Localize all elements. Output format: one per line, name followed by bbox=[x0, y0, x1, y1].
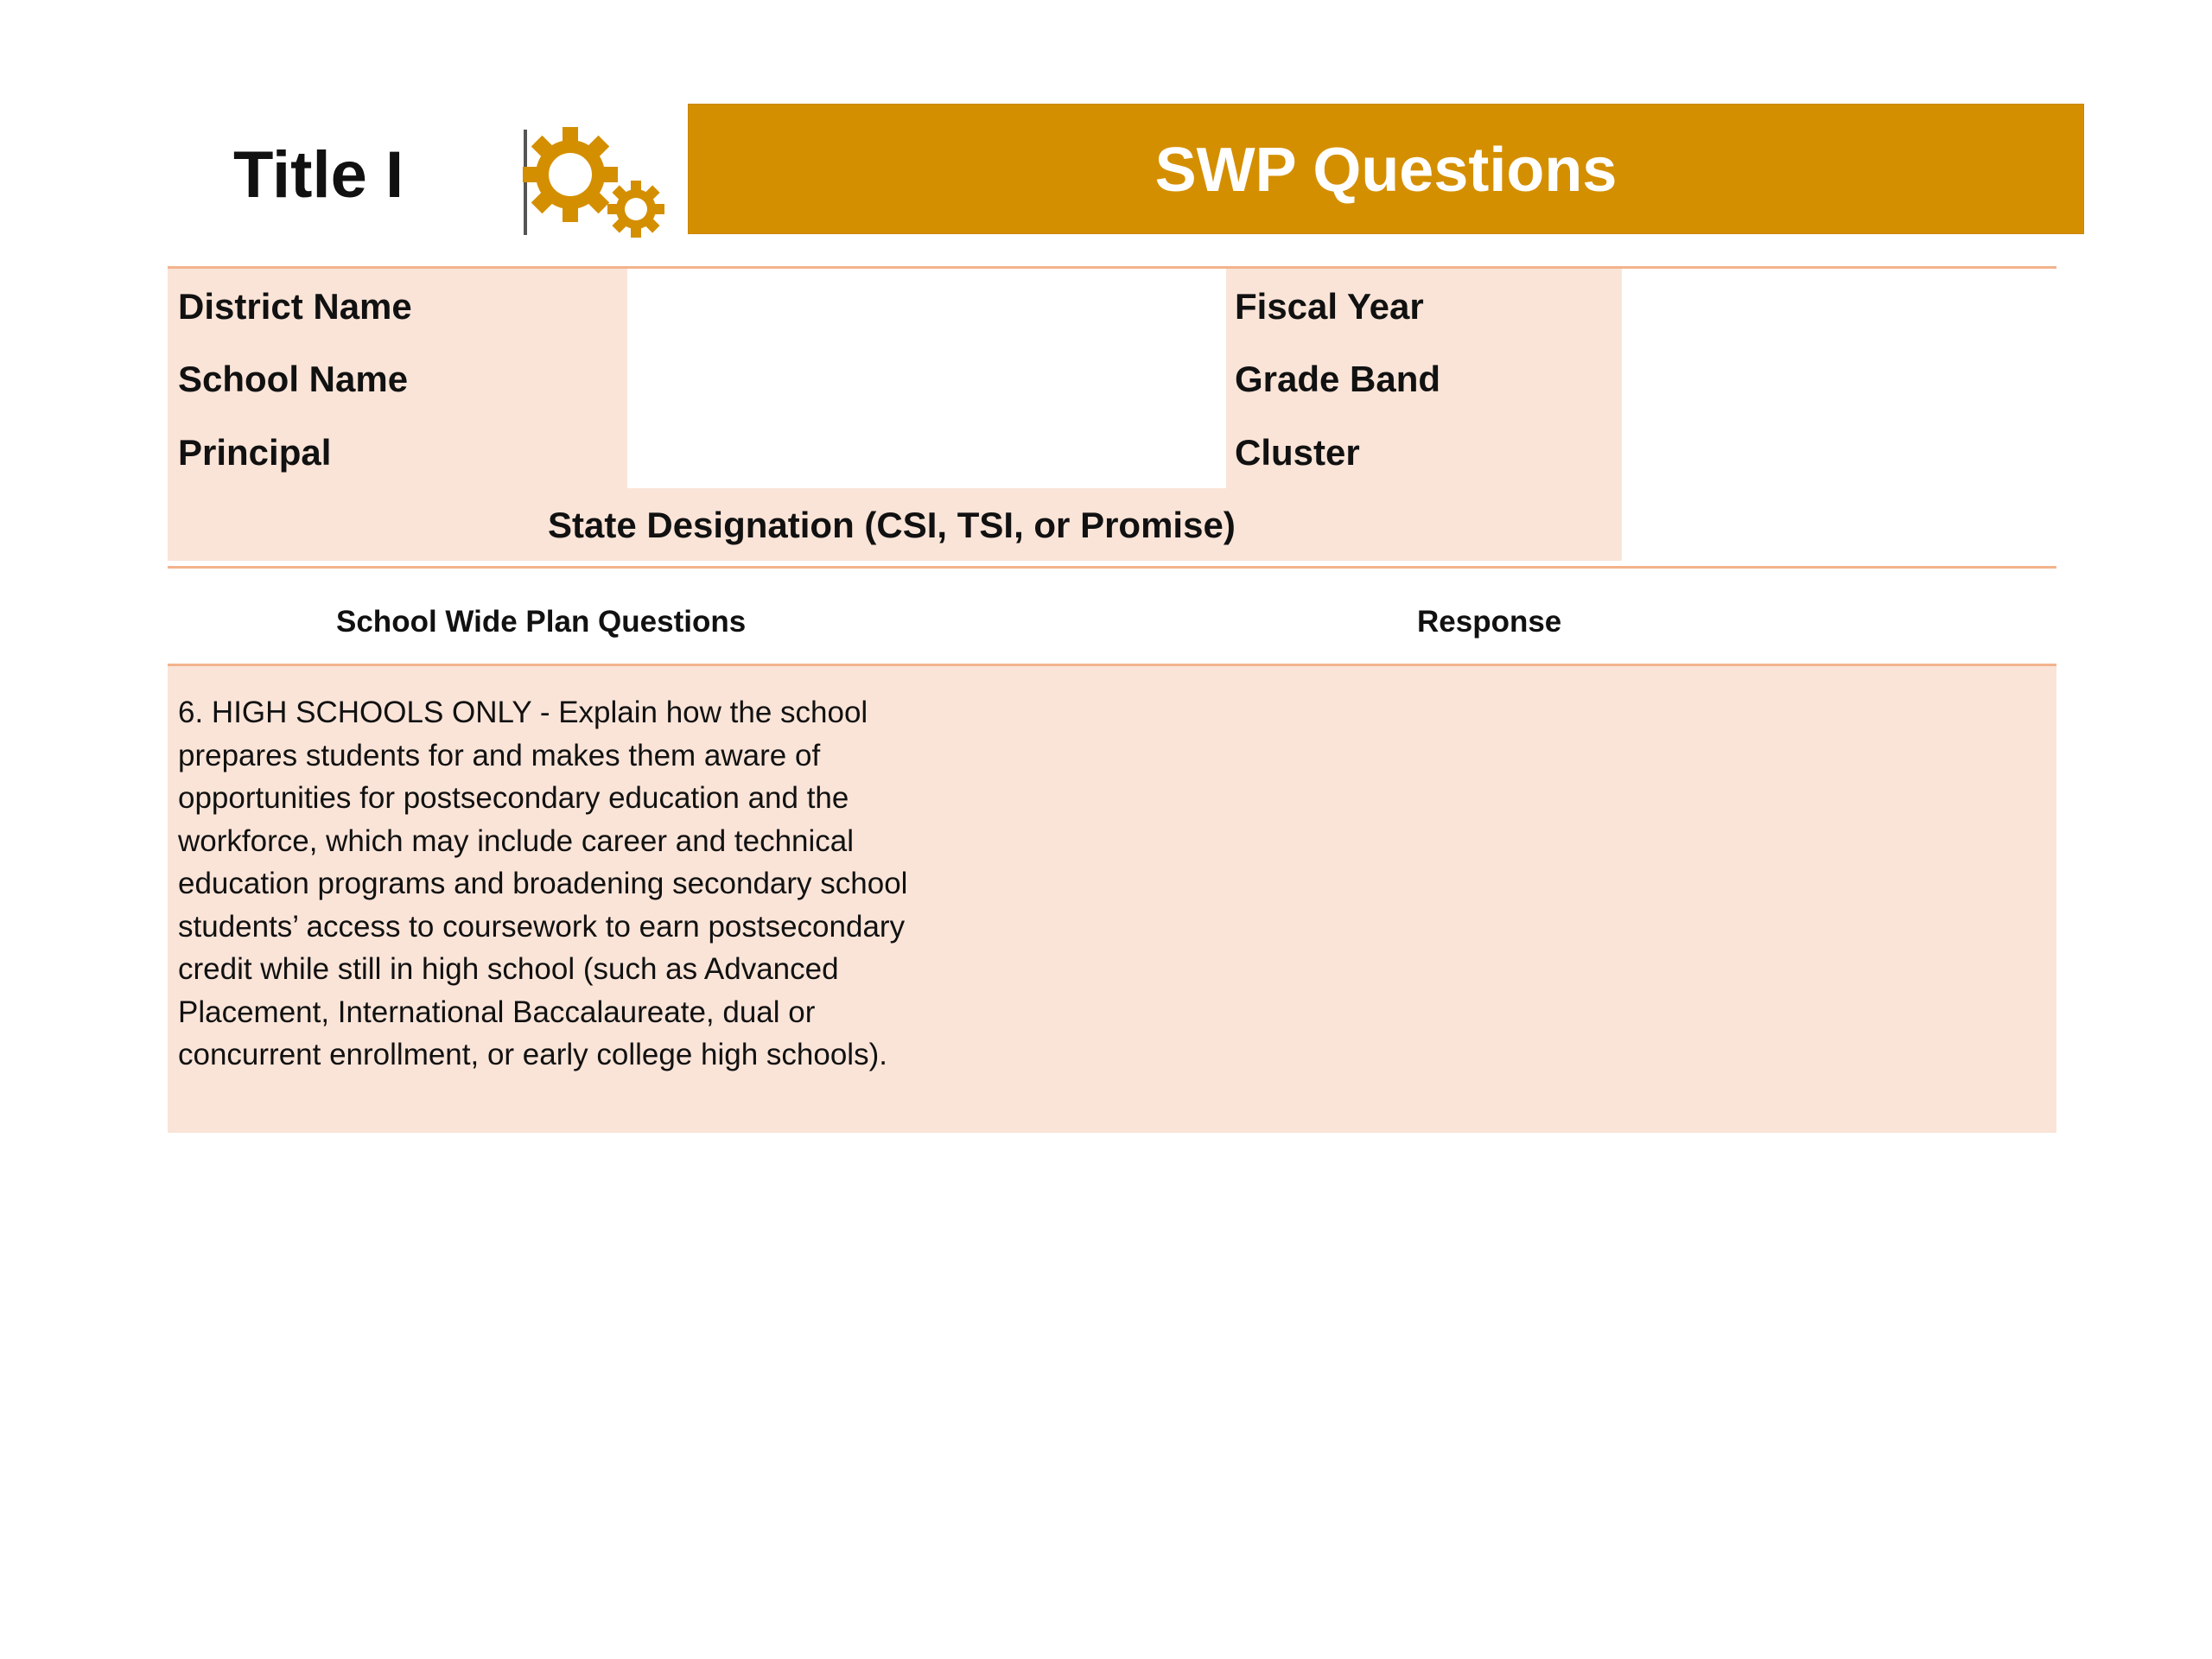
questions-column-header: School Wide Plan Questions bbox=[336, 605, 747, 639]
cluster-label: Cluster bbox=[1235, 432, 1360, 473]
brand-title: Title I bbox=[233, 138, 404, 212]
banner-title: SWP Questions bbox=[1154, 136, 1618, 205]
gears-icon bbox=[517, 121, 672, 242]
district-name-label: District Name bbox=[178, 286, 412, 327]
district-school-principal-value-field[interactable] bbox=[627, 269, 1226, 488]
grade-band-label: Grade Band bbox=[1235, 359, 1441, 399]
title-banner bbox=[688, 104, 2084, 234]
principal-label: Principal bbox=[178, 432, 332, 473]
state-designation-label: State Designation (CSI, TSI, or Promise) bbox=[548, 505, 1236, 545]
fiscal-grade-cluster-value-field[interactable] bbox=[1622, 269, 2056, 561]
school-name-label: School Name bbox=[178, 359, 409, 399]
question-text: 6. HIGH SCHOOLS ONLY - Explain how the school prepares students for and makes them aware of opportunities for postsecondary education and the workforce, which may include career and technical education programs and broadening secondary school students’ access to coursework to earn postsecondary credit while still in high school (such as Advanced Placement, International Baccalaureate, dual or concurrent enrollment, or early college high schools). bbox=[178, 696, 908, 1071]
response-column-header: Response bbox=[1417, 605, 1562, 639]
response-field[interactable] bbox=[942, 666, 2056, 1133]
table-middle-rule bbox=[168, 566, 2056, 569]
fiscal-year-label: Fiscal Year bbox=[1235, 286, 1424, 327]
